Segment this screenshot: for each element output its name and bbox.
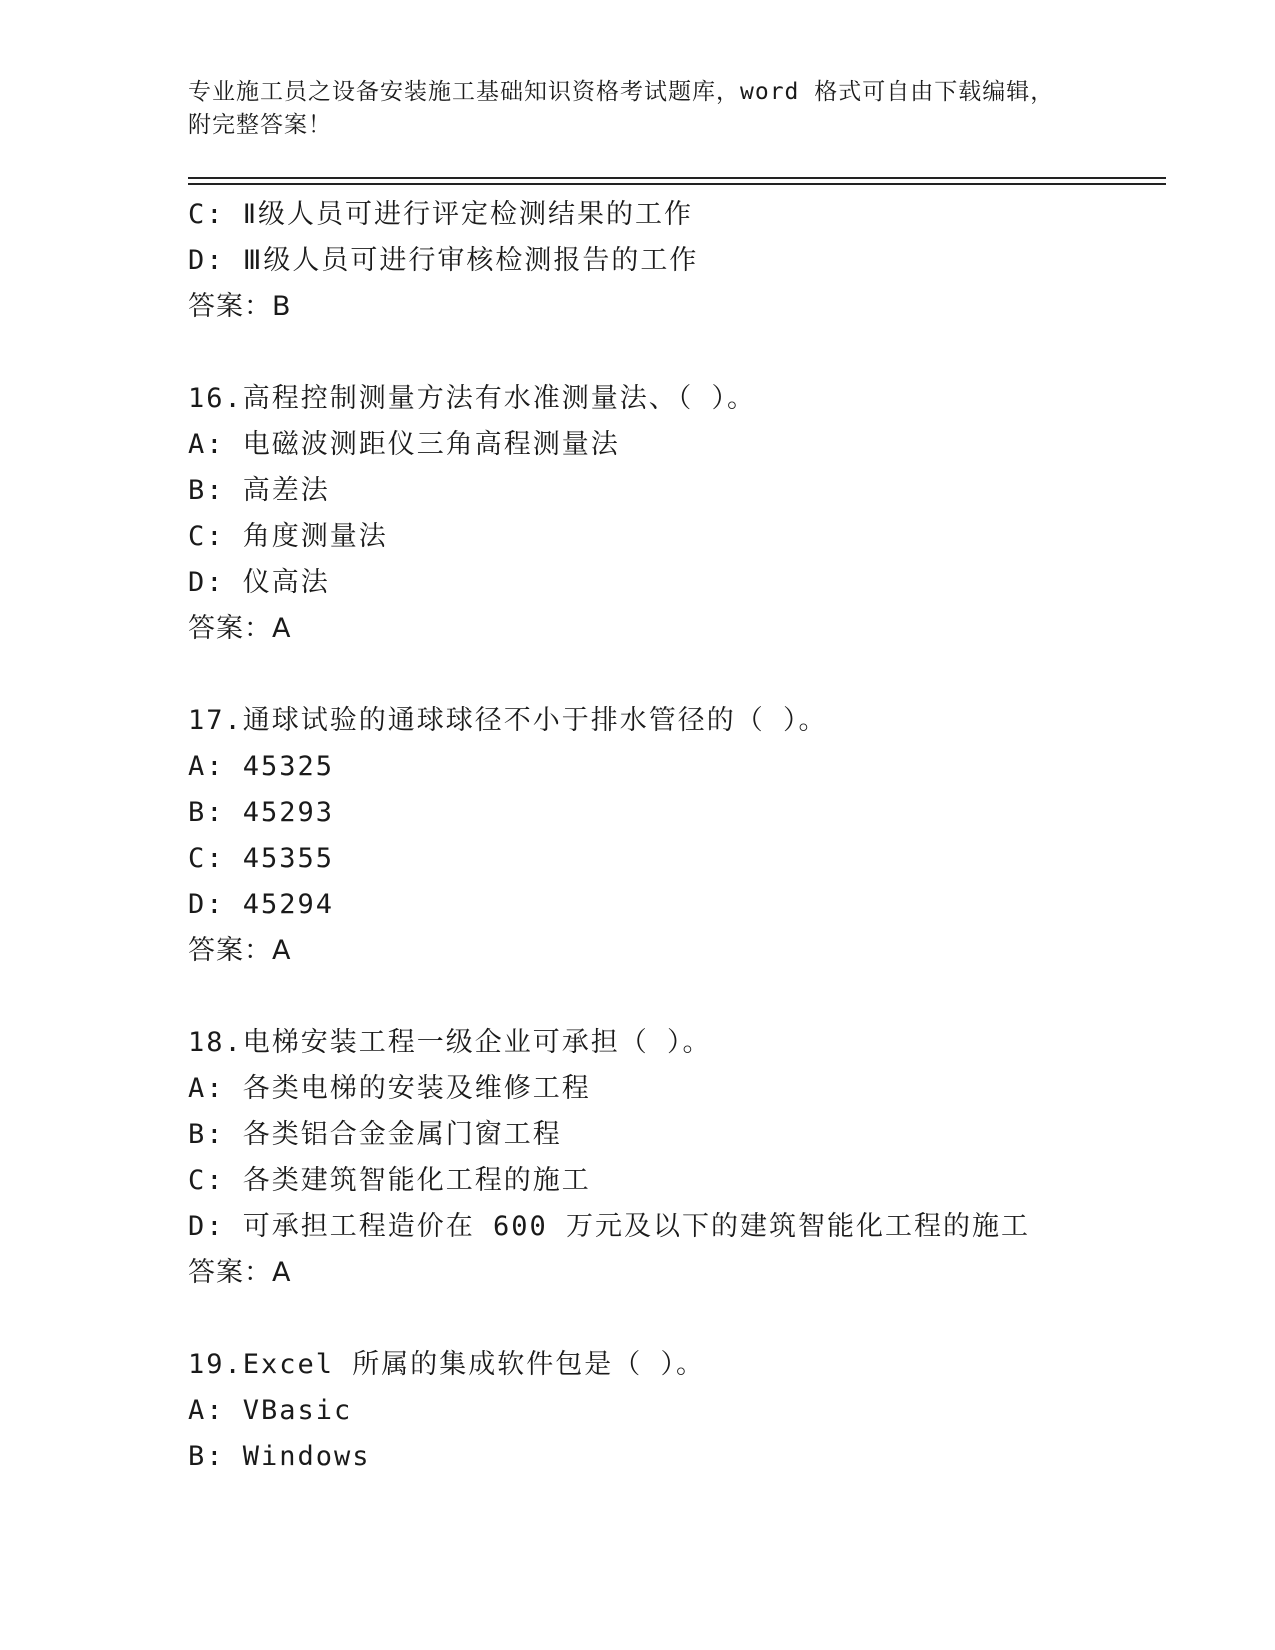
q17-question: 17.通球试验的通球球径不小于排水管径的（ ）。 xyxy=(188,705,828,736)
q18-option-d: D: 可承担工程造价在 600 万元及以下的建筑智能化工程的施工 xyxy=(188,1211,1031,1242)
q15-option-c: C: Ⅱ级人员可进行评定检测结果的工作 xyxy=(188,199,694,230)
q18-answer: 答案：A xyxy=(188,1257,292,1288)
q17-answer: 答案：A xyxy=(188,935,292,966)
q18-option-c: C: 各类建筑智能化工程的施工 xyxy=(188,1165,591,1196)
q16-option-d: D: 仪高法 xyxy=(188,567,330,598)
q17-option-d: D: 45294 xyxy=(188,889,335,920)
q16-question: 16.高程控制测量方法有水准测量法、（ ）。 xyxy=(188,383,757,414)
document-header xyxy=(188,76,1168,142)
header-line-1: 专业施工员之设备安装施工基础知识资格考试题库，word 格式可自由下载编辑， xyxy=(188,79,1055,105)
header-line-2: 附完整答案！ xyxy=(188,112,332,138)
q15-answer: 答案：B xyxy=(188,291,292,322)
q19-option-b: B: Windows xyxy=(188,1441,371,1472)
q17-option-b: B: 45293 xyxy=(188,797,335,828)
q15-option-d: D: Ⅲ级人员可进行审核检测报告的工作 xyxy=(188,245,699,276)
header-divider-top xyxy=(188,177,1166,179)
spacer xyxy=(188,1296,1188,1342)
question-list xyxy=(188,192,1188,1480)
q18-question: 18.电梯安装工程一级企业可承担（ ）。 xyxy=(188,1027,712,1058)
q17-option-c: C: 45355 xyxy=(188,843,335,874)
q16-option-c: C: 角度测量法 xyxy=(188,521,388,552)
q19-question: 19.Excel 所属的集成软件包是（ ）。 xyxy=(188,1349,706,1380)
q17-option-a: A: 45325 xyxy=(188,751,335,782)
q16-option-a: A: 电磁波测距仪三角高程测量法 xyxy=(188,429,620,460)
spacer xyxy=(188,330,1188,376)
q19-option-a: A: VBasic xyxy=(188,1395,353,1426)
header-divider-bottom xyxy=(188,183,1166,185)
q18-option-b: B: 各类铝合金金属门窗工程 xyxy=(188,1119,562,1150)
spacer xyxy=(188,974,1188,1020)
q16-answer: 答案：A xyxy=(188,613,292,644)
spacer xyxy=(188,652,1188,698)
q16-option-b: B: 高差法 xyxy=(188,475,330,506)
q18-option-a: A: 各类电梯的安装及维修工程 xyxy=(188,1073,591,1104)
